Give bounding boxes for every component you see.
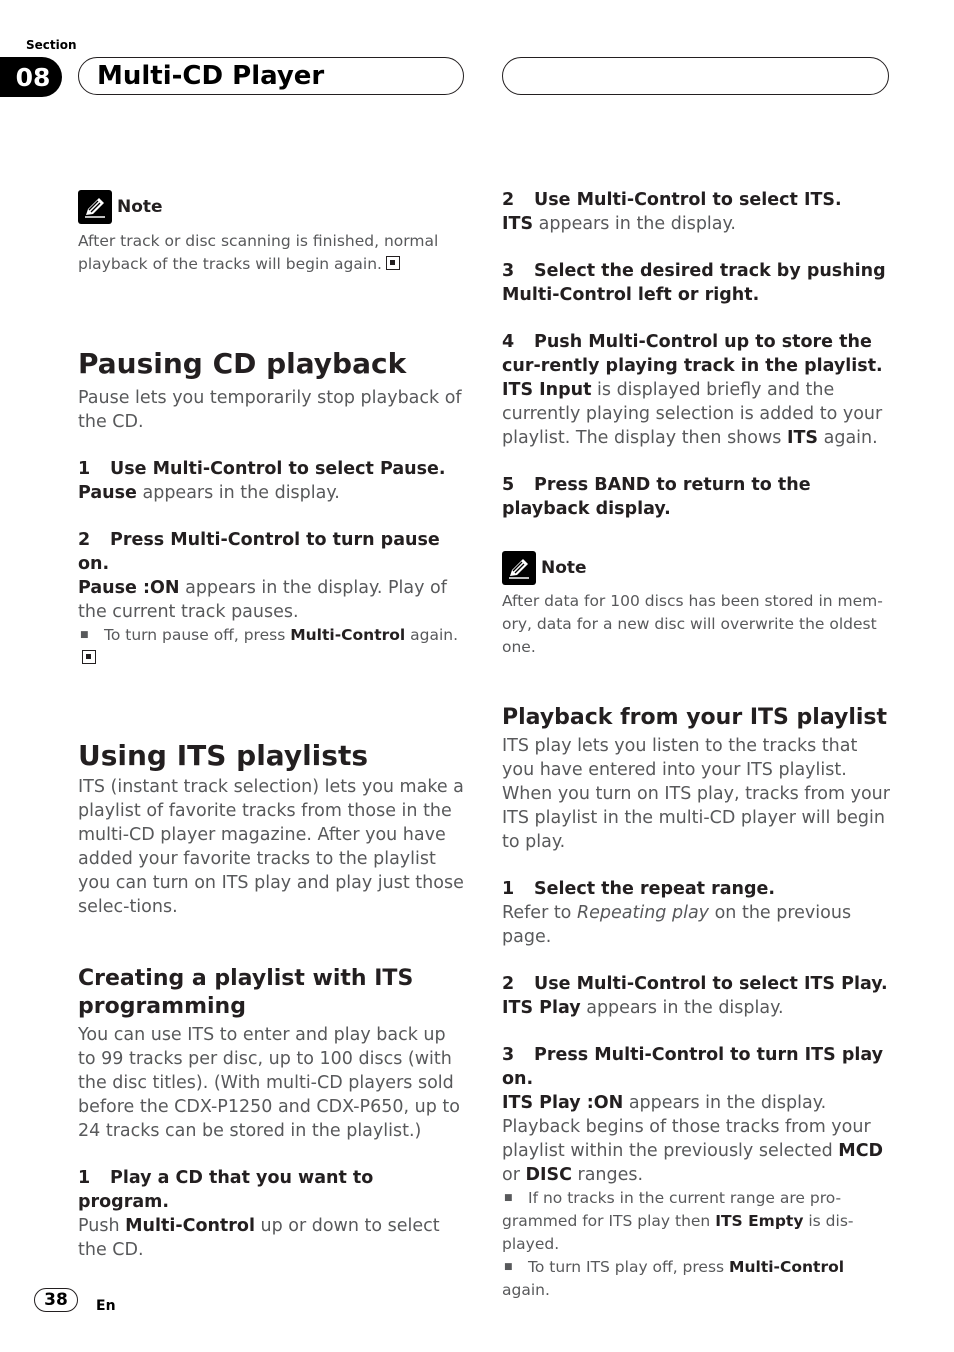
note-text: After track or disc scanning is finished, normal playback of the tracks will begin again. — [78, 232, 439, 273]
page-number: 38 — [34, 1288, 78, 1312]
chapter-title: Multi-CD Player — [97, 61, 325, 91]
its-step-4-desc: ITS Input is displayed briefly and the currently playing selection is added to your playlist. The display then shows ITS again. — [502, 380, 883, 448]
creating-intro: You can use ITS to enter and play back up to 99 tracks per disc, up to 100 discs (with the disc titles). (With multi-CD players sold before the CDX-P1250 and CDX-P650, up to 24 tracks can be stored in the playlist.) — [78, 1025, 460, 1141]
header-right-box — [502, 57, 889, 95]
left-column — [78, 190, 468, 1262]
chapter-title-box — [78, 57, 464, 95]
its-step-4: 4 Push Multi-Control up to store the cur-rently playing track in the playlist. — [502, 332, 883, 376]
playback-bullet-1: ■ If no tracks in the current range are pro-grammed for ITS play then ITS Empty is dis-played. — [502, 1187, 890, 1256]
its-step-5: 5 Press BAND to return to the playback display. — [502, 475, 811, 519]
note-header — [502, 551, 890, 585]
end-mark-icon — [386, 256, 400, 270]
its-step-3: 3 Select the desired track by pushing Multi-Control left or right. — [502, 261, 886, 305]
pausing-step-1: 1 Use Multi-Control to select Pause. — [78, 459, 446, 479]
playback-step-3-desc: ITS Play :ON appears in the display. Playback begins of those tracks from your playlist within the previously selected MCD or DISC ranges. — [502, 1093, 884, 1185]
playback-step-2: 2 Use Multi-Control to select ITS Play. — [502, 974, 888, 994]
section-number-badge: 08 — [0, 57, 62, 97]
note-header — [78, 190, 468, 224]
playback-bullet-2: ■ To turn ITS play off, press Multi-Control again. — [502, 1256, 890, 1302]
pencil-note-icon — [78, 190, 112, 224]
playback-step-3: 3 Press Multi-Control to turn ITS play on. — [502, 1045, 884, 1089]
pausing-step-1-desc: Pause appears in the display. — [78, 483, 340, 503]
pausing-step-2-desc: Pause :ON appears in the display. Play of the current track pauses. — [78, 578, 447, 622]
note-label: Note — [117, 197, 163, 217]
note-text: After data for 100 discs has been stored in mem-ory, data for a new disc will overwrite the oldest one. — [502, 592, 883, 656]
creating-step-1-desc: Push Multi-Control up or down to select the CD. — [78, 1216, 440, 1260]
its-step-2: 2 Use Multi-Control to select ITS. — [502, 190, 842, 210]
its-intro: ITS (instant track selection) lets you make a playlist of favorite tracks from those in the multi-CD player magazine. After you have added your favorite tracks to the playlist you can turn on ITS play and play just those selec-tions. — [78, 777, 464, 917]
pausing-bullet: ■ To turn pause off, press Multi-Control again. — [78, 624, 468, 670]
pausing-heading: Pausing CD playback — [78, 347, 407, 380]
playback-step-2-desc: ITS Play appears in the display. — [502, 998, 784, 1018]
creating-heading: Creating a playlist with ITS programming — [78, 966, 414, 1019]
playback-step-1-desc: Refer to Repeating play on the previous page. — [502, 903, 852, 947]
pausing-intro: Pause lets you temporarily stop playback of the CD. — [78, 388, 462, 432]
its-heading: Using ITS playlists — [78, 739, 368, 772]
playback-heading: Playback from your ITS playlist — [502, 705, 888, 730]
playback-step-1: 1 Select the repeat range. — [502, 879, 776, 899]
creating-step-1: 1 Play a CD that you want to program. — [78, 1168, 374, 1212]
right-column — [502, 188, 890, 1302]
language-label: En — [96, 1298, 116, 1314]
playback-intro: ITS play lets you listen to the tracks that you have entered into your ITS playlist. When you turn on ITS play, tracks from your ITS playlist in the multi-CD player will begin to play. — [502, 736, 890, 852]
note-label: Note — [541, 558, 587, 578]
end-mark-icon — [82, 650, 96, 664]
pencil-note-icon — [502, 551, 536, 585]
section-label: Section — [26, 38, 77, 52]
its-step-2-desc: ITS appears in the display. — [502, 214, 736, 234]
pausing-step-2: 2 Press Multi-Control to turn pause on. — [78, 530, 440, 574]
